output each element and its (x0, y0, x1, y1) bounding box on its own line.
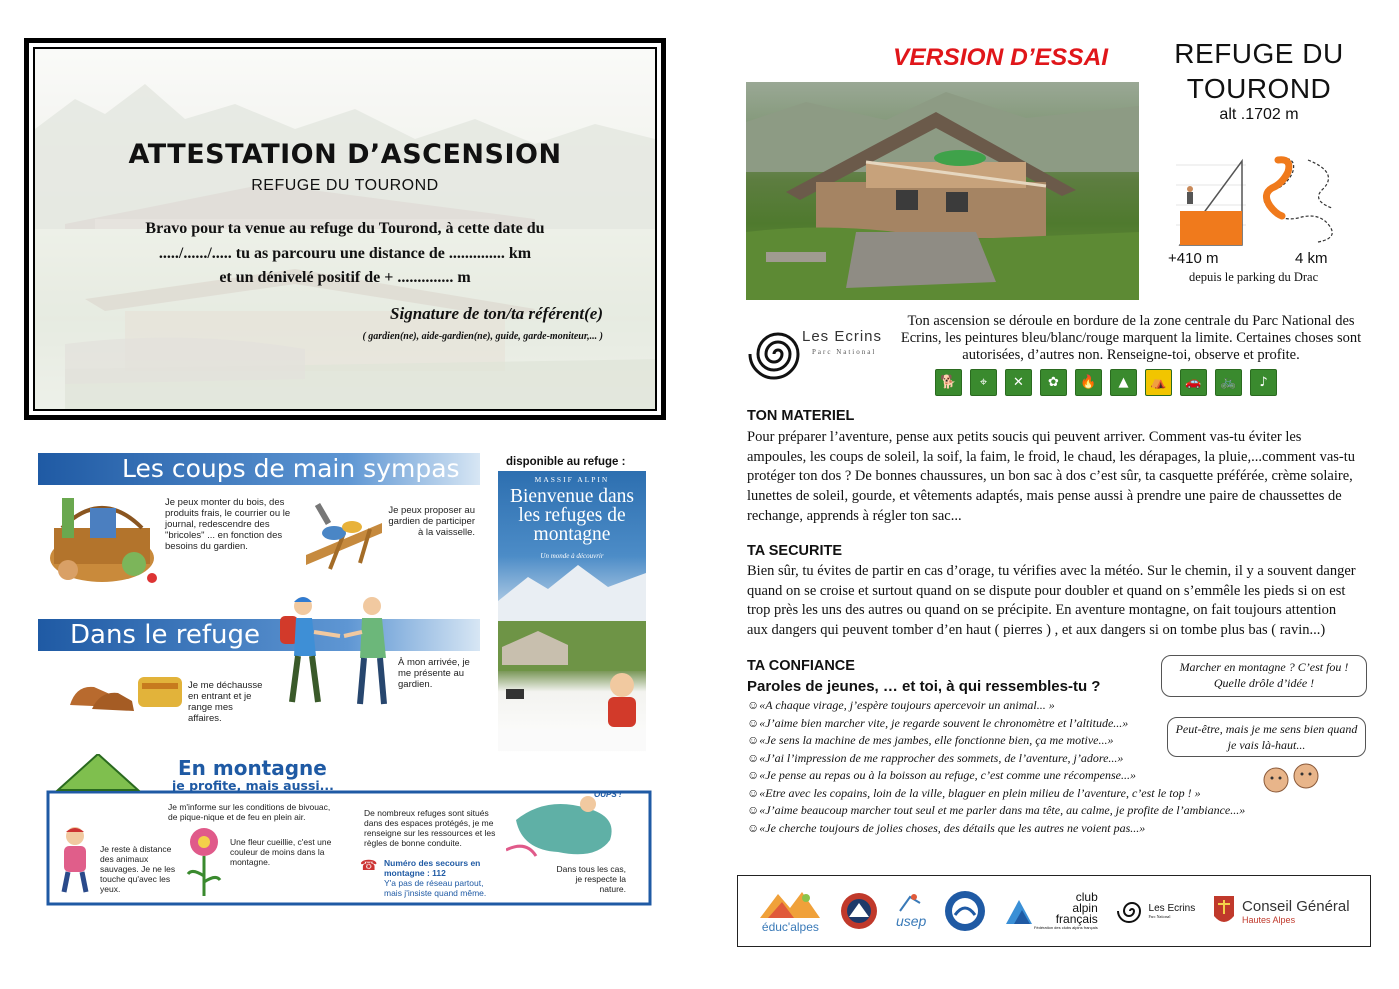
securite-heading: TA SECURITE (747, 543, 843, 559)
shoes-and-bag-illustration (66, 665, 186, 715)
ecrins-park-logo (748, 320, 890, 386)
attestation-line-1: Bravo pour ta venue au refuge du Tourond, à cette date du (145, 220, 545, 237)
no-dogs-icon: 🐕 (935, 369, 962, 396)
phone-icon: ☎ (360, 859, 378, 874)
usep-text: usep (895, 913, 927, 929)
speech-bubble-2: Peut-être, mais je me sens bien quand je vais là-haut... (1167, 717, 1366, 757)
poster-mountain-illustration (498, 561, 646, 751)
dans-le-refuge-banner: Dans le refuge (38, 619, 480, 651)
refuge-title-line-1: REFUGE DU (1174, 38, 1344, 69)
conseil-general-shield-icon (1212, 894, 1236, 928)
ecrins-partner-sub: Parc National (1148, 914, 1171, 919)
refuge-photo (746, 82, 1139, 300)
caf-line-3: français (1055, 911, 1098, 926)
oups-label: OUPS ! (594, 790, 622, 799)
caf-text (1033, 889, 1098, 931)
ecrins-spiral-small-icon (1115, 894, 1149, 928)
ecrins-intro: Ton ascension se déroule en bordure de la zone centrale du Parc National des Ecrins, les peintures bleu/blanc/rouge marquent la limite. Certaines choses sont autorisées, d’autres non. Renseigne-toi, observe et profite. (900, 313, 1362, 363)
en-montagne-tip-4: De nombreux refuges sont situés dans des espaces protégés, je me renseigne sur les ressources et les règles de bonne conduite. (364, 808, 496, 848)
en-montagne-subtitle: je profite, mais aussi... (172, 778, 334, 793)
trial-version-label: VERSION D’ESSAI (893, 44, 1109, 71)
route-distance-icon (1258, 152, 1346, 246)
bivouac-allowed-icon: ⛺ (1145, 369, 1172, 396)
speech-bubble-1: Marcher en montagne ? C’est fou ! Quelle drôle d’idée ! (1161, 655, 1367, 697)
conseil-general-logo (1212, 894, 1350, 928)
refuges-badge-logo (839, 891, 879, 931)
attestation-background (33, 47, 657, 411)
no-picking-icon: ✿ (1040, 369, 1067, 396)
en-montagne-tip-2: Je reste à distance des animaux sauvages. Je ne les touche qu'avec les yeux. (100, 844, 176, 894)
ecrins-partner-text: Les Ecrins (1148, 903, 1196, 914)
quote-item: ☺ «Etre avec les copains, loin de la ville, blaguer en plein milieu de l’aventure, c’est le top ! » (747, 785, 1245, 803)
refuge-title (1150, 36, 1368, 106)
caf-line-2: alpin (1072, 900, 1098, 915)
poster-subtitle: Un monde à découvrir (540, 552, 604, 560)
distance-value: 4 km (1295, 250, 1328, 267)
educalpes-text: éduc'alpes (761, 920, 819, 934)
no-bikes-icon: 🚲 (1215, 369, 1242, 396)
no-camping-icon: ▲ (1110, 369, 1137, 396)
attestation-line-2: ...../....../..... tu as parcouru une distance de .............. km (158, 244, 532, 262)
elevation-gain-icon (1176, 155, 1246, 247)
coups-de-main-banner: Les coups de main sympas (38, 453, 480, 485)
no-hunting-icon: ⌖ (970, 369, 997, 396)
en-montagne-title: En montagne (178, 756, 327, 780)
quote-item: ☺ «J’aime bien marcher vite, je regarde souvent le chronomètre et l’altitude...» (747, 715, 1245, 733)
caf-line-1: club (1075, 889, 1098, 904)
dans-le-refuge-tip-1: Je me déchausse en entrant et je range mes affaires. (188, 680, 263, 724)
en-montagne-panel (38, 754, 658, 912)
basket-illustration (42, 478, 162, 586)
attestation-body (35, 217, 655, 291)
ecrins-partner-logo (1115, 894, 1196, 928)
educalpes-logo (758, 888, 822, 934)
poster-title: Bienvenue dans les refuges de montagne (509, 486, 634, 545)
signature-note: ( gardien(ne), aide-gardien(ne), guide, garde-moniteur,... ) (362, 331, 603, 342)
coups-de-main-tip-1: Je peux monter du bois, des produits frais, le courrier ou le journal, redescendre des "bricoles" ... en fonction des besoins du gardien. (165, 497, 291, 552)
usep-logo (896, 893, 926, 929)
attestation-subtitle: REFUGE DU TOUROND (251, 177, 439, 194)
no-noise-icon: ♪ (1250, 369, 1277, 396)
quote-item: ☺ «Je pense au repas ou à la boisson au refuge, c’est comme une récompense...» (747, 767, 1245, 785)
poster-massif: MASSIF ALPIN (534, 475, 610, 484)
dans-le-refuge-tip-2: À mon arrivée, je me présente au gardien. (398, 657, 470, 690)
materiel-heading: TON MATERIEL (747, 408, 855, 424)
secours-number: Numéro des secours en montagne : 112 (384, 858, 481, 878)
quote-item: ☺ «J’aime beaucoup marcher tout seul et me parler dans ma tête, au calme, je profite de l’ambiance...» (747, 802, 1245, 820)
quote-item: ☺ «Je cherche toujours de jolies choses, des détails que les autres ne voient pas...» (747, 820, 1245, 838)
caf-note: Fédération des clubs alpins français (1033, 924, 1098, 930)
signature-label: Signature de ton/ta référent(e) (390, 304, 603, 323)
confiance-subheading: Paroles de jeunes, … et toi, à qui ressembles-tu ? (747, 678, 1101, 695)
refuge-altitude: alt .1702 m (1219, 106, 1299, 123)
educalpes-mountains-icon (758, 888, 822, 920)
no-fire-icon: 🔥 (1075, 369, 1102, 396)
poster-label: disponible au refuge : (506, 456, 626, 468)
child-binoculars-illustration (50, 824, 100, 894)
circle-federation-logo (943, 889, 987, 933)
spilled-water-illustration (506, 790, 626, 862)
en-montagne-tip-1: Je m'informe sur les conditions de bivouac, de pique-nique et de feu en plein air. (168, 802, 331, 822)
dish-rack-illustration (300, 493, 388, 573)
confiance-heading: TA CONFIANCE (747, 658, 855, 674)
ecrins-logo-sub: Parc National (812, 348, 877, 356)
attestation-card (24, 38, 666, 420)
ecrins-logo-name: Les Ecrins (802, 328, 883, 345)
caf-mountain-icon (1004, 896, 1034, 926)
en-montagne-tip-5: Dans tous les cas, je respecte la nature. (556, 864, 626, 894)
secours-note: Y'a pas de réseau partout, mais j'insiste quand même. (384, 878, 487, 898)
stats-origin: depuis le parking du Drac (1189, 270, 1319, 284)
hikers-greeting-illustration (268, 592, 398, 712)
attestation-line-3: et un dénivelé positif de + .............. m (219, 269, 471, 286)
caf-logo (1004, 889, 1098, 931)
refuges-poster (498, 471, 646, 754)
conseil-general-text: Conseil Général (1242, 897, 1350, 915)
attestation-title: ATTESTATION D’ASCENSION (128, 139, 562, 170)
flower-illustration (184, 824, 224, 899)
refuge-title-line-2: TOUROND (1186, 73, 1332, 104)
usep-runner-icon (896, 893, 926, 913)
elevation-gain-value: +410 m (1168, 250, 1219, 267)
materiel-text: Pour préparer l’aventure, pense aux petits soucis qui peuvent arriver. Comment vas-tu éviter les ampoules, les coups de soleil, la soif, la faim, le froid, le chaud, les dérapages, la pluie,...comment vas-tu protéger ton dos ? De bonnes chaussures, un bon sac à dos c’est sûr, ta casquette préférée, crème solaire, lunettes de soleil, gourde, et vêtements adaptés, mais pense aussi à prendre une paire de chaussettes de rechange, apprends à régler ton sac... (747, 429, 1356, 524)
partners-bar (737, 875, 1371, 947)
faces-illustration (1258, 760, 1328, 796)
park-rules-pictograms (935, 369, 1277, 396)
no-weapons-icon: ✕ (1005, 369, 1032, 396)
ecrins-spiral-icon (748, 320, 808, 386)
quote-item: ☺ «A chaque virage, j’espère toujours apercevoir un animal... » (747, 697, 1245, 715)
securite-text: Bien sûr, tu évites de partir en cas d’orage, tu vérifies avec la météo. Sur le chemin, il y a souvent danger quand on se croise et surtout quand on se dispute pour doubler et quand on s’emmêle les pieds si on est trop près les uns des autres ou quand on se précipite. En aventure montagne, on fait toujours attention aux dangers qui peuvent tomber d’en haut ( pierres ) , et aux dangers si on tombe plus bas ( ravin...) (747, 563, 1356, 639)
coups-de-main-tip-2: Je peux proposer au gardien de participer à la vaisselle. (388, 505, 475, 538)
quote-item: ☺ «Je sens la machine de mes jambes, elle fonctionne bien, ça me motive...» (747, 732, 1245, 750)
no-vehicles-icon: 🚗 (1180, 369, 1207, 396)
conseil-general-sub: Hautes Alpes (1242, 914, 1296, 925)
quote-item: ☺ «J’ai l’impression de me rapprocher des sommets, de l’aventure, j’adore...» (747, 750, 1245, 768)
en-montagne-tip-3: Une fleur cueillie, c'est une couleur de moins dans la montagne. (230, 837, 332, 867)
refuge-chalet-image (746, 82, 1139, 300)
